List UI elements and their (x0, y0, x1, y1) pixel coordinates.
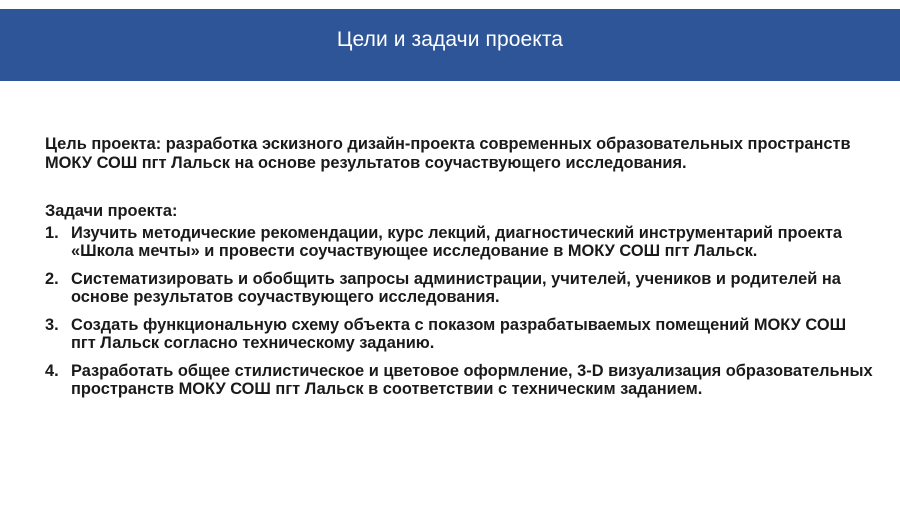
task-text: Создать функциональную схему объекта с показом разрабатываемых помещений МОКУ СОШ пгт Лальск согласно техническому заданию. (71, 315, 847, 352)
header-band (0, 9, 900, 81)
task-item (45, 270, 875, 307)
tasks-heading: Задачи проекта: (45, 202, 178, 220)
slide-body (45, 135, 875, 408)
task-number: 1. (45, 223, 59, 242)
task-item (45, 362, 875, 399)
task-item (45, 316, 875, 353)
task-number: 2. (45, 269, 59, 288)
task-text: Изучить методические рекомендации, курс лекций, диагностический инструментарий проекта «Школа мечты» и провести соучаствующее исследование в МОКУ СОШ пгт Лальск. (71, 223, 842, 260)
project-goal: Цель проекта: разработка эскизного дизайн-проекта современных образовательных пространств МОКУ СОШ пгт Лальск на основе результатов соучаствующего исследования. (45, 135, 851, 172)
task-text: Разработать общее стилистическое и цветовое оформление, 3-D визуализация образовательных пространств МОКУ СОШ пгт Лальск в соответствии с техническим заданием. (71, 361, 873, 398)
task-text: Систематизировать и обобщить запросы администрации, учителей, учеников и родителей на основе результатов соучаствующего исследования. (71, 269, 841, 306)
task-number: 4. (45, 361, 59, 380)
task-list (45, 224, 875, 399)
slide-title: Цели и задачи проекта (336, 28, 564, 51)
task-item (45, 224, 875, 261)
task-number: 3. (45, 315, 59, 334)
